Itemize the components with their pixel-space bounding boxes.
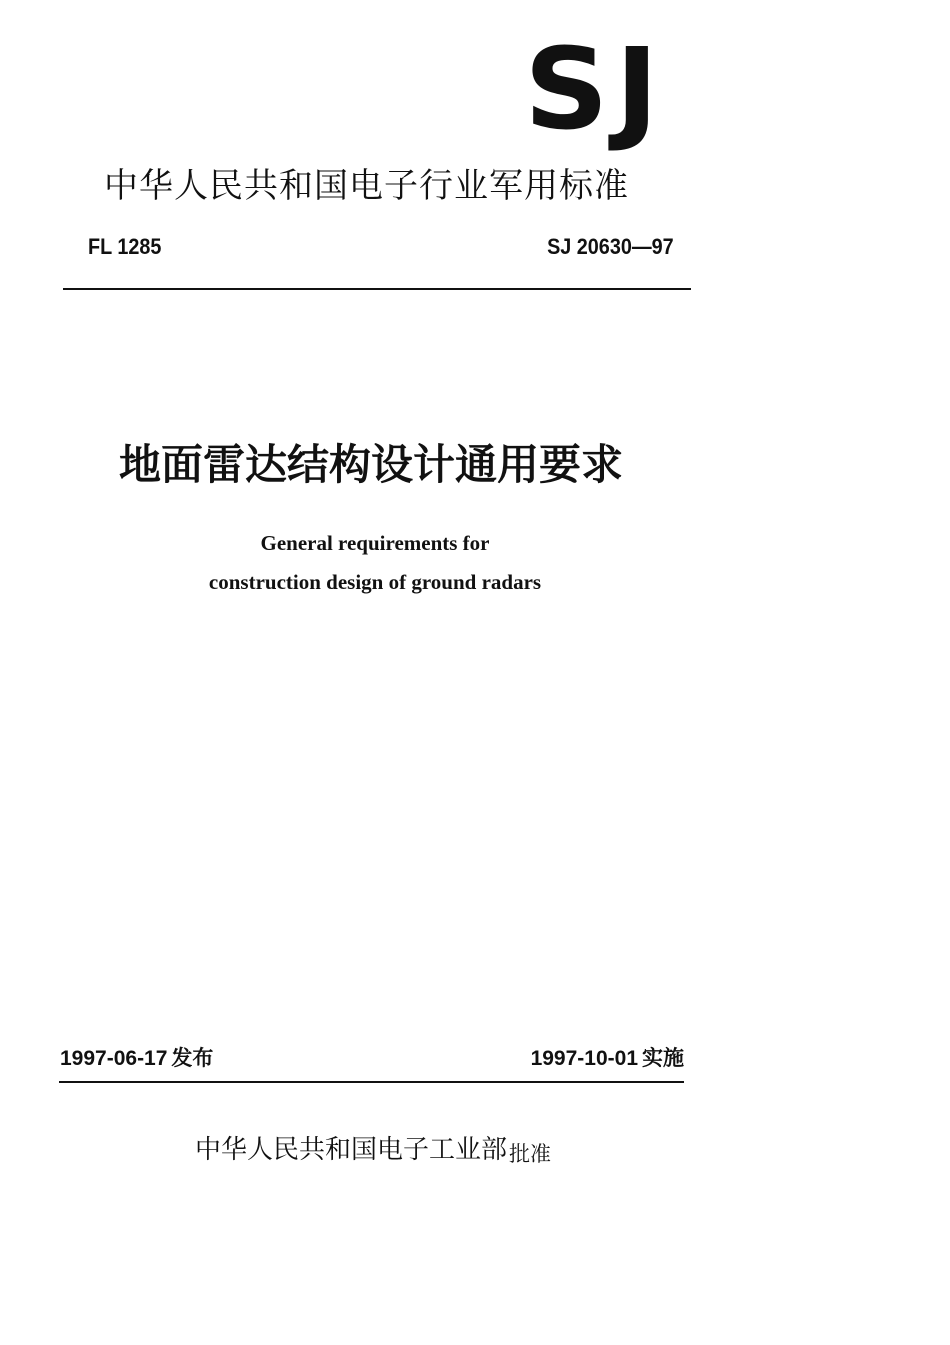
issue-date: 1997-06-17 [60, 1047, 168, 1070]
effective-label: 实施 [642, 1046, 684, 1070]
effective-date: 1997-10-01 [530, 1047, 638, 1070]
effective-date-block [531, 1042, 684, 1072]
document-title-english-line1: General requirements for [260, 531, 490, 555]
footer-divider [59, 1081, 684, 1083]
standard-number: SJ 20630—97 [547, 234, 674, 259]
sj-logo: SJ [524, 25, 666, 155]
issue-label: 发布 [171, 1046, 214, 1070]
approve-label: 批准 [509, 1142, 551, 1166]
standard-category: 中华人民共和国电子行业军用标准 [104, 166, 629, 206]
document-title-english-line2: construction design of ground radars [208, 570, 542, 594]
issuing-authority: 中华人民共和国电子工业部 [195, 1135, 508, 1165]
document-title-chinese: 地面雷达结构设计通用要求 [119, 440, 624, 489]
header-divider [63, 288, 691, 290]
classification-code: FL 1285 [88, 234, 162, 259]
issue-date-block [60, 1042, 213, 1072]
